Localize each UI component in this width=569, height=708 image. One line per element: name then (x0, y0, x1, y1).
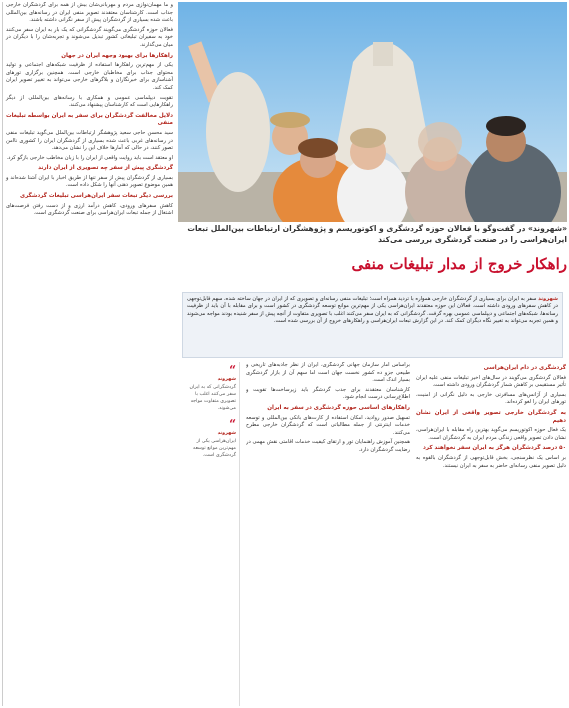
right-column (416, 362, 566, 706)
article-headline: راهکار خروج از مدار تبلیغات منفی (351, 255, 567, 273)
left-paragraph: یکی از مهم‌ترین راهکارها استفاده از ظرفیت شبکه‌های اجتماعی و تولید محتوای جذاب برای مخاطبان خارجی است. همچنین برگزاری تورهای آشناسازی برای خبرنگاران و بلاگرهای خارجی می‌تواند به تغییر تصویر ایران کمک کند. (6, 62, 173, 91)
mid-subheading: راهکارهای اساسی حوزه گردشگری در سفر به ایران (267, 404, 410, 411)
lead-box (182, 292, 563, 358)
right-subheading-2: به گردشگران خارجی تصویر واقعی از ایران نشان دهیم (416, 409, 566, 424)
mid-paragraph: کارشناسان معتقدند برای جذب گردشگر باید زیرساخت‌ها تقویت و اطلاع‌رسانی درست انجام شود. (246, 386, 410, 401)
middle-column (246, 362, 410, 706)
quote-mark-icon: “ (229, 417, 236, 431)
left-paragraph: سید محسن حاجی سعید پژوهشگر ارتباطات بین‌الملل می‌گوید تبلیغات منفی در رسانه‌های غربی باعث شده بسیاری از گردشگران ایران را کشوری ناامن تصور کنند، در حالی که آمارها خلاف این را نشان می‌دهد. (6, 129, 173, 152)
left-paragraph: و ما مهمان‌نوازی مردم و مهربانی‌شان بیش از همه برای گردشگران خارجی جذاب است. کارشناسان معتقدند تصویر منفی ایران در رسانه‌های بین‌المللی باعث شده بسیاری از گردشگران پیش از سفر نگرانی داشته باشند. (6, 2, 173, 24)
left-subheading-2: دلایل مخالفت گردشگران برای سفر به ایران بواسطه تبلیغات منفی (6, 112, 173, 127)
article-kicker: «شهروند» در گفت‌وگو با فعالان حوزه گردشگری و اکوتوریسم و پژوهشگران ارتباطات بین‌الملل تبعات ایران‌هراسی را در صنعت گردشگری بررسی می‌کند (187, 224, 567, 244)
mid-paragraph: تسهیل صدور روادید، امکان استفاده از کارت‌های بانکی بین‌المللی و توسعه خدمات اینترنتی از جمله مطالباتی است که گردشگران خارجی مطرح می‌کنند. (246, 414, 410, 436)
left-paragraph: تقویت دیپلماسی عمومی و همکاری با رسانه‌های بین‌المللی از دیگر راهکارهایی است که کارشناسان پیشنهاد می‌کنند. (6, 94, 173, 109)
right-subheading-3: ۵۰ درصد گردشگران هرگز به ایران سفر نخواهند کرد (422, 445, 566, 452)
right-paragraph: یک فعال حوزه اکوتوریسم می‌گوید بهترین راه مقابله با ایران‌هراسی، نشان دادن تصویر واقعی زندگی مردم ایران به گردشگران است. (416, 427, 566, 441)
right-subheading-1: گردشگری در دام ایران‌هراسی (483, 365, 566, 371)
left-paragraph: فعالان حوزه گردشگری می‌گویند گردشگرانی که یک بار به ایران سفر می‌کنند خود به سفیران تبلیغاتی کشور تبدیل می‌شوند و تجربه‌شان را با دیگران در میان می‌گذارند. (6, 26, 173, 48)
left-paragraph: بسیاری از گردشگران پیش از سفر تنها از طریق اخبار با ایران آشنا شده‌اند و همین موضوع تصویر ذهنی آنها را شکل داده است. (6, 174, 173, 189)
right-paragraph: بر اساس یک نظرسنجی، بخش قابل‌توجهی از گردشگران بالقوه به دلیل تصویر منفی رسانه‌ای حاضر به سفر به ایران نیستند. (416, 454, 566, 469)
article-photo (178, 2, 567, 222)
left-column (2, 2, 173, 706)
lead-text: سفر به ایران برای بسیاری از گردشگران خارجی همواره با تردید همراه است؛ تبلیغات منفی رسانه‌ای و تصویری که از ایران در جهان ساخته شده، سهم قابل‌توجهی در کاهش سفرهای ورودی داشته است. فعالان این حوزه معتقدند ایران‌هراسی یکی از مهم‌ترین موانع توسعه گردشگری در کشور است و برای مقابله با آن باید از ظرفیت رسانه‌ها، شبکه‌های اجتماعی و دیپلماسی عمومی بهره گرفت. گردشگرانی که به ایران سفر می‌کنند اغلب با تصویری متفاوت از آنچه پیش از سفر شنیده بودند مواجه می‌شوند و همین تجربه می‌تواند به تغییر نگاه دیگران کمک کند. در این گزارش تبعات ایران‌هراسی و راهکارهای خروج از آن بررسی شده است. (187, 296, 558, 325)
photo-illustration (178, 2, 567, 222)
mid-paragraph: همچنین آموزش راهنمایان تور و ارتقای کیفیت خدمات اقامتی نقش مهمی در رضایت گردشگران دارد. (246, 439, 410, 453)
side-quote-label: شهروند (217, 431, 236, 436)
left-paragraph: کاهش سفرهای ورودی، کاهش درآمد ارزی و از دست رفتن فرصت‌های اشتغال از جمله تبعات ایران‌هراسی برای صنعت گردشگری است. (6, 202, 173, 217)
right-paragraph: بسیاری از آژانس‌های مسافرتی خارجی به دلیل نگرانی از امنیت، تورهای ایران را لغو کرده‌اند. (416, 391, 566, 406)
left-subheading-3: گردشگری پیش از سفر چه تصویری از ایران دارند (38, 165, 173, 172)
side-quote-box (180, 362, 240, 706)
mid-paragraph: براساس آمار سازمان جهانی گردشگری، ایران از نظر جاذبه‌های تاریخی و طبیعی جزو ده کشور نخست جهان است اما سهم آن از بازار گردشگری بسیار اندک است. (246, 362, 410, 384)
left-subheading-1: راهکارها برای بهبود وجهه ایران در جهان (61, 52, 173, 59)
side-quote-item (183, 376, 236, 412)
lead-reporter: شهروند (538, 296, 558, 302)
side-quote-text: ایران‌هراسی یکی از مهم‌ترین موانع توسعه گردشگری است. (193, 439, 236, 458)
side-quote-label: شهروند (217, 377, 236, 382)
right-paragraph: فعالان گردشگری می‌گویند در سال‌های اخیر تبلیغات منفی علیه ایران تأثیر مستقیمی بر کاهش شمار گردشگران ورودی داشته است. (416, 374, 566, 389)
quote-mark-icon: “ (229, 363, 236, 377)
side-quote-item (183, 430, 236, 459)
side-quote-text: گردشگرانی که به ایران سفر می‌کنند اغلب با تصویری متفاوت مواجه می‌شوند. (189, 385, 236, 411)
left-paragraph: او معتقد است باید روایت واقعی از ایران را با زبان مخاطب خارجی بازگو کرد. (6, 154, 173, 161)
left-subheading-4: بررسی دیگر تبعات سفر ایران‌هراسی تبلیغات گردشگری (19, 193, 173, 200)
